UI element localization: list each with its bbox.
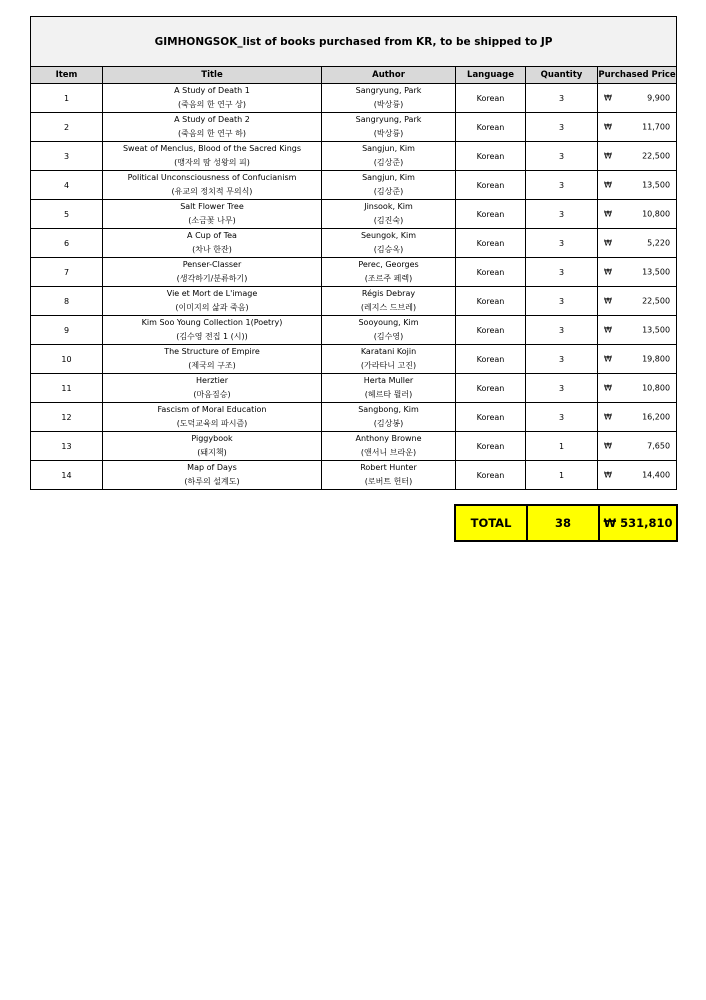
author-english: Anthony Browne xyxy=(355,434,422,443)
author-cell xyxy=(322,345,456,374)
title-english: A Study of Death 1 xyxy=(174,86,250,95)
author-cell xyxy=(322,432,456,461)
price-cell xyxy=(598,403,677,432)
author-english: Perec, Georges xyxy=(358,260,419,269)
language-cell: Korean xyxy=(456,461,526,490)
table-row xyxy=(31,113,677,142)
price-cell xyxy=(598,258,677,287)
sheet-title: GIMHONGSOK_list of books purchased from KR, to be shipped to JP xyxy=(31,17,677,67)
price-amount: 5,220 xyxy=(647,238,671,248)
author-korean: (로버트 헌터) xyxy=(364,477,413,486)
author-korean: (김진숙) xyxy=(373,216,404,225)
quantity-cell: 3 xyxy=(526,171,598,200)
title-korean: (소금꽃 나무) xyxy=(188,216,236,225)
price-cell xyxy=(598,374,677,403)
table-row xyxy=(31,84,677,113)
header-quantity: Quantity xyxy=(526,67,598,84)
title-cell xyxy=(103,374,322,403)
author-cell xyxy=(322,171,456,200)
title-cell xyxy=(103,316,322,345)
author-cell xyxy=(322,461,456,490)
quantity-cell: 3 xyxy=(526,142,598,171)
author-english: Seungok, Kim xyxy=(360,231,417,240)
quantity-cell: 3 xyxy=(526,287,598,316)
author-korean: (박상륭) xyxy=(373,100,404,109)
table-row xyxy=(31,432,677,461)
table-row xyxy=(31,374,677,403)
price-cell xyxy=(598,142,677,171)
author-english: Sangryung, Park xyxy=(355,86,422,95)
title-korean: (마음짐승) xyxy=(193,390,231,399)
title-cell xyxy=(103,403,322,432)
won-symbol: ₩ xyxy=(604,383,612,393)
quantity-cell: 3 xyxy=(526,374,598,403)
price-cell xyxy=(598,171,677,200)
won-symbol: ₩ xyxy=(604,412,612,422)
won-symbol: ₩ xyxy=(604,209,612,219)
title-english: Piggybook xyxy=(191,434,233,443)
item-number-cell: 7 xyxy=(31,258,103,287)
won-symbol: ₩ xyxy=(604,354,612,364)
quantity-cell: 1 xyxy=(526,432,598,461)
author-cell xyxy=(322,113,456,142)
won-symbol: ₩ xyxy=(604,93,612,103)
author-korean: (김상준) xyxy=(373,158,404,167)
price-cell xyxy=(598,287,677,316)
quantity-cell: 3 xyxy=(526,84,598,113)
author-english: Régis Debray xyxy=(361,289,416,298)
item-number-cell: 11 xyxy=(31,374,103,403)
author-english: Karatani Kojin xyxy=(360,347,417,356)
table-row xyxy=(31,171,677,200)
won-symbol: ₩ xyxy=(604,441,612,451)
totals-table xyxy=(454,504,678,542)
author-cell xyxy=(322,316,456,345)
author-english: Sangbong, Kim xyxy=(358,405,419,414)
title-korean: (돼지책) xyxy=(197,448,227,457)
title-korean: (이미지의 삶과 죽음) xyxy=(175,303,249,312)
author-korean: (레지스 드브레) xyxy=(360,303,417,312)
title-cell xyxy=(103,432,322,461)
header-language: Language xyxy=(456,67,526,84)
table-row xyxy=(31,403,677,432)
price-amount: 10,800 xyxy=(642,209,671,219)
author-english: Sangryung, Park xyxy=(355,115,422,124)
author-cell xyxy=(322,403,456,432)
title-korean: (하루의 설계도) xyxy=(184,477,240,486)
item-number-cell: 13 xyxy=(31,432,103,461)
book-list-sheet xyxy=(30,16,676,530)
quantity-cell: 3 xyxy=(526,403,598,432)
title-english: Vie et Mort de L'image xyxy=(166,289,258,298)
header-author: Author xyxy=(322,67,456,84)
title-english: The Structure of Empire xyxy=(164,347,260,356)
book-list-table xyxy=(30,16,677,490)
language-cell: Korean xyxy=(456,84,526,113)
quantity-cell: 1 xyxy=(526,461,598,490)
author-cell xyxy=(322,258,456,287)
price-amount: 13,500 xyxy=(642,325,671,335)
author-english: Sangjun, Kim xyxy=(362,173,415,182)
quantity-cell: 3 xyxy=(526,200,598,229)
author-english: Robert Hunter xyxy=(360,463,417,472)
author-english: Herta Muller xyxy=(363,376,414,385)
title-korean: (맹자의 땀 성왕의 피) xyxy=(174,158,250,167)
table-row xyxy=(31,142,677,171)
title-korean: (김수영 전집 1 (시)) xyxy=(176,332,248,341)
language-cell: Korean xyxy=(456,113,526,142)
price-cell xyxy=(598,200,677,229)
title-english: Salt Flower Tree xyxy=(180,202,244,211)
title-korean: (도덕교육의 파시즘) xyxy=(176,419,248,428)
title-korean: (죽음의 한 연구 상) xyxy=(178,100,246,109)
author-english: Sooyoung, Kim xyxy=(358,318,419,327)
title-english: Fascism of Moral Education xyxy=(157,405,267,414)
author-cell xyxy=(322,374,456,403)
language-cell: Korean xyxy=(456,432,526,461)
author-korean: (박상륭) xyxy=(373,129,404,138)
title-english: Penser-Classer xyxy=(182,260,242,269)
price-amount: 13,500 xyxy=(642,267,671,277)
price-cell xyxy=(598,461,677,490)
price-amount: 22,500 xyxy=(642,296,671,306)
item-number-cell: 3 xyxy=(31,142,103,171)
header-price: Purchased Price xyxy=(598,67,677,84)
item-number-cell: 1 xyxy=(31,84,103,113)
header-item: Item xyxy=(31,67,103,84)
item-number-cell: 14 xyxy=(31,461,103,490)
title-korean: (제국의 구조) xyxy=(188,361,236,370)
author-korean: (김상봉) xyxy=(373,419,404,428)
totals-row xyxy=(455,505,677,541)
won-symbol: ₩ xyxy=(604,470,612,480)
won-symbol: ₩ xyxy=(604,296,612,306)
price-amount: 11,700 xyxy=(642,122,671,132)
header-row xyxy=(31,67,677,84)
total-quantity: 38 xyxy=(527,505,599,541)
author-cell xyxy=(322,142,456,171)
quantity-cell: 3 xyxy=(526,229,598,258)
title-cell xyxy=(103,113,322,142)
price-cell xyxy=(598,113,677,142)
title-cell xyxy=(103,171,322,200)
author-cell xyxy=(322,200,456,229)
title-english: Map of Days xyxy=(187,463,237,472)
price-cell xyxy=(598,84,677,113)
language-cell: Korean xyxy=(456,345,526,374)
price-amount: 10,800 xyxy=(642,383,671,393)
title-row xyxy=(31,17,677,67)
author-korean: (김상준) xyxy=(373,187,404,196)
author-cell xyxy=(322,229,456,258)
won-symbol: ₩ xyxy=(604,151,612,161)
item-number-cell: 10 xyxy=(31,345,103,374)
author-korean: (조르주 페렉) xyxy=(364,274,413,283)
title-korean: (차나 한잔) xyxy=(192,245,232,254)
price-amount: 19,800 xyxy=(642,354,671,364)
title-korean: (죽음의 한 연구 하) xyxy=(178,129,246,138)
language-cell: Korean xyxy=(456,316,526,345)
language-cell: Korean xyxy=(456,200,526,229)
title-cell xyxy=(103,229,322,258)
price-cell xyxy=(598,229,677,258)
won-symbol: ₩ xyxy=(604,267,612,277)
title-cell xyxy=(103,142,322,171)
title-cell xyxy=(103,461,322,490)
table-row xyxy=(31,258,677,287)
total-label: TOTAL xyxy=(455,505,527,541)
price-cell xyxy=(598,316,677,345)
author-korean: (가라타니 고진) xyxy=(360,361,417,370)
price-cell xyxy=(598,345,677,374)
title-cell xyxy=(103,287,322,316)
table-row xyxy=(31,461,677,490)
total-amount: ₩ 531,810 xyxy=(599,505,677,541)
table-row xyxy=(31,316,677,345)
title-cell xyxy=(103,200,322,229)
language-cell: Korean xyxy=(456,142,526,171)
price-amount: 13,500 xyxy=(642,180,671,190)
title-korean: (유교의 정치적 무의식) xyxy=(171,187,253,196)
item-number-cell: 8 xyxy=(31,287,103,316)
price-cell xyxy=(598,432,677,461)
language-cell: Korean xyxy=(456,287,526,316)
author-cell xyxy=(322,84,456,113)
language-cell: Korean xyxy=(456,229,526,258)
title-english: Sweat of Menclus, Blood of the Sacred Kings xyxy=(122,144,302,153)
title-english: A Cup of Tea xyxy=(187,231,237,240)
title-english: A Study of Death 2 xyxy=(174,115,250,124)
author-korean: (앤서니 브라운) xyxy=(360,448,417,457)
author-korean: (김승옥) xyxy=(373,245,404,254)
won-symbol: ₩ xyxy=(604,122,612,132)
price-amount: 7,650 xyxy=(647,441,671,451)
table-row xyxy=(31,200,677,229)
quantity-cell: 3 xyxy=(526,345,598,374)
quantity-cell: 3 xyxy=(526,113,598,142)
item-number-cell: 12 xyxy=(31,403,103,432)
author-korean: (김수영) xyxy=(373,332,404,341)
price-amount: 16,200 xyxy=(642,412,671,422)
table-row xyxy=(31,345,677,374)
author-cell xyxy=(322,287,456,316)
title-cell xyxy=(103,258,322,287)
author-english: Sangjun, Kim xyxy=(362,144,415,153)
quantity-cell: 3 xyxy=(526,258,598,287)
author-korean: (헤르타 뮐러) xyxy=(364,390,413,399)
quantity-cell: 3 xyxy=(526,316,598,345)
header-title: Title xyxy=(103,67,322,84)
item-number-cell: 9 xyxy=(31,316,103,345)
table-row xyxy=(31,287,677,316)
item-number-cell: 6 xyxy=(31,229,103,258)
item-number-cell: 2 xyxy=(31,113,103,142)
price-amount: 22,500 xyxy=(642,151,671,161)
language-cell: Korean xyxy=(456,258,526,287)
title-korean: (생각하기/분류하기) xyxy=(176,274,248,283)
won-symbol: ₩ xyxy=(604,238,612,248)
title-english: Kim Soo Young Collection 1(Poetry) xyxy=(141,318,283,327)
language-cell: Korean xyxy=(456,374,526,403)
title-cell xyxy=(103,84,322,113)
won-symbol: ₩ xyxy=(604,180,612,190)
table-row xyxy=(31,229,677,258)
item-number-cell: 5 xyxy=(31,200,103,229)
title-english: Herztier xyxy=(196,376,228,385)
language-cell: Korean xyxy=(456,403,526,432)
title-english: Political Unconsciousness of Confucianism xyxy=(127,173,297,182)
won-symbol: ₩ xyxy=(604,325,612,335)
language-cell: Korean xyxy=(456,171,526,200)
price-amount: 9,900 xyxy=(647,93,671,103)
title-cell xyxy=(103,345,322,374)
author-english: Jinsook, Kim xyxy=(364,202,413,211)
price-amount: 14,400 xyxy=(642,470,671,480)
item-number-cell: 4 xyxy=(31,171,103,200)
